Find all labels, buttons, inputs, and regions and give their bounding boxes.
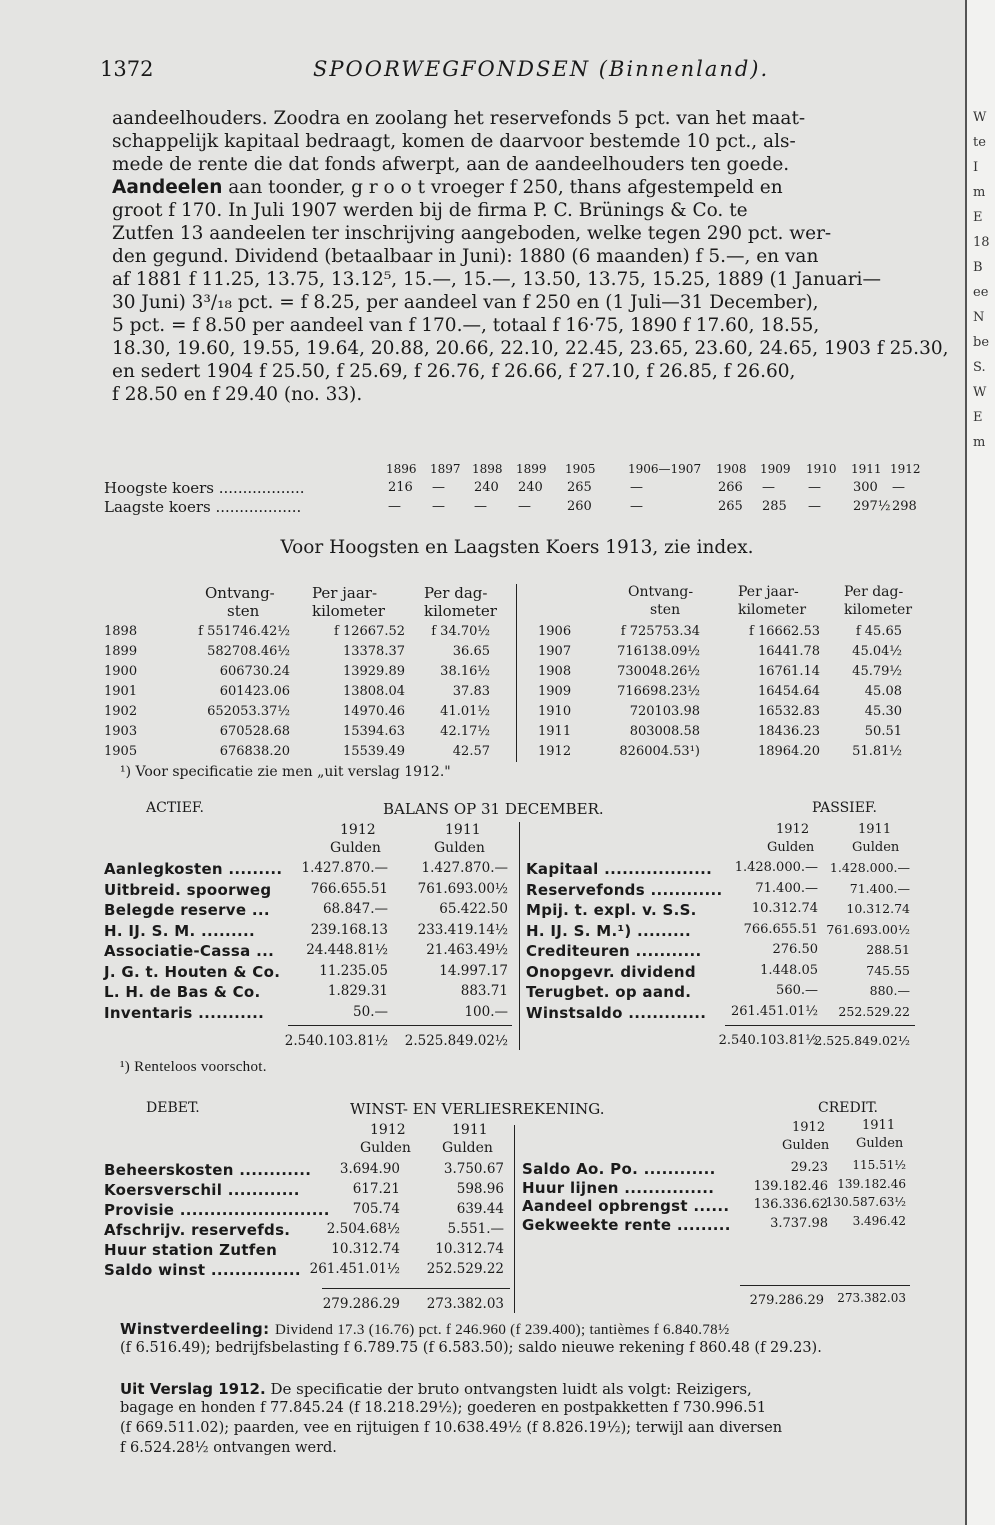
- verslag-line: [120, 1380, 752, 1398]
- ontvangsten-right-cell: f 45.65: [855, 624, 902, 639]
- passief-item: Crediteuren ...........: [526, 942, 702, 960]
- passief-1911: 1.428.000.—: [829, 860, 910, 875]
- ontvangsten-right-cell: 45.79½: [852, 664, 902, 679]
- edge-letter: E: [973, 410, 983, 425]
- aandeelen-heading: Aandeelen: [112, 177, 223, 198]
- laagste-value: 260: [567, 499, 592, 514]
- passief-item: Reservefonds ............: [526, 880, 723, 899]
- actief-total-1911: 2.525.849.02½: [404, 1033, 508, 1049]
- edge-letter: be: [973, 335, 990, 350]
- actief-1911: 100.—: [464, 1003, 508, 1020]
- debet-1911: 252.529.22: [426, 1261, 504, 1277]
- passief-1912: 1.448.05: [760, 962, 818, 978]
- edge-letter: I: [973, 160, 979, 175]
- debet-1912: 705.74: [352, 1201, 400, 1217]
- edge-letter: W: [973, 110, 987, 125]
- ontvangsten-right-cell: 1907: [538, 644, 572, 659]
- actief-1911: 65.422.50: [439, 901, 508, 917]
- laagste-value: —: [808, 499, 821, 514]
- ontvangsten-left-cell: 15394.63: [342, 724, 405, 739]
- ontvangsten-right-cell: 45.04½: [852, 644, 902, 659]
- winst-divider: [514, 1125, 515, 1313]
- ontvangsten-header: kilometer: [424, 602, 497, 620]
- ontvangsten-right-cell: f 725753.34: [620, 624, 700, 639]
- edge-letter: m: [973, 435, 986, 450]
- ontvangsten-left-cell: 1899: [104, 644, 138, 659]
- debet-1912: 2.504.68½: [326, 1221, 400, 1237]
- ontvangsten-header: kilometer: [738, 602, 807, 618]
- koers-year: 1908: [716, 462, 747, 476]
- passief-item: Onopgevr. dividend: [526, 962, 696, 981]
- credit-item: Aandeel opbrengst ......: [522, 1197, 730, 1215]
- passief-1911: 10.312.74: [846, 901, 910, 916]
- ontvangsten-header: Per jaar-: [738, 584, 799, 600]
- ontvangsten-header: Per dag-: [424, 584, 488, 602]
- debet-1912: 10.312.74: [331, 1241, 400, 1257]
- verslag-first-line: De specificatie der bruto ontvangsten luidt als volgt: Reizigers,: [270, 1380, 752, 1398]
- ontvangsten-header: kilometer: [312, 602, 385, 620]
- ontvangsten-right-cell: 1912: [538, 744, 572, 759]
- debet-total-1912: 279.286.29: [322, 1296, 400, 1312]
- koers-year: 1905: [565, 462, 596, 476]
- actief-label: ACTIEF.: [146, 800, 204, 816]
- passief-item: Terugbet. op aand.: [526, 983, 692, 1001]
- debet-item: Provisie .........................: [104, 1201, 330, 1219]
- passief-1912: 10.312.74: [751, 901, 818, 916]
- actief-item: L. H. de Bas & Co.: [104, 983, 261, 1001]
- ontvangsten-left-cell: 42.57: [452, 744, 490, 759]
- actief-item: J. G. t. Houten & Co.: [104, 962, 281, 981]
- balans-unit: Gulden: [330, 840, 381, 856]
- winst-title: WINST- EN VERLIESREKENING.: [350, 1100, 605, 1118]
- hoogste-value: —: [630, 480, 643, 495]
- hoogste-label: Hoogste koers ..................: [104, 479, 305, 497]
- edge-letter: S.: [973, 360, 986, 375]
- passief-1911: 880.—: [869, 983, 910, 998]
- ontvangsten-right-cell: 16454.64: [757, 684, 820, 699]
- column-divider: [516, 584, 517, 762]
- edge-letter: m: [973, 185, 986, 200]
- hoogste-value: —: [808, 480, 821, 495]
- winst-unit: Gulden: [360, 1140, 411, 1156]
- edge-letter: N: [973, 310, 985, 325]
- winst-unit: Gulden: [442, 1140, 493, 1156]
- actief-1912: 1.427.870.—: [301, 860, 388, 876]
- actief-1912: 239.168.13: [310, 921, 388, 938]
- passief-1912: 560.—: [776, 983, 818, 998]
- debet-1912: 617.21: [352, 1181, 400, 1197]
- winst-unit: Gulden: [782, 1138, 830, 1153]
- aandeelen-line: 18.30, 19.60, 19.55, 19.64, 20.88, 20.66, 22.10, 22.45, 23.65, 23.60, 24.65, 1903 f 25.30,: [112, 338, 949, 359]
- credit-1911: 115.51½: [852, 1158, 906, 1172]
- passief-1911: 745.55: [866, 962, 910, 978]
- actief-item: Aanlegkosten .........: [104, 860, 283, 878]
- balans-year: 1911: [445, 822, 481, 838]
- debet-1911: 3.750.67: [443, 1161, 504, 1177]
- debet-item: Afschrijv. reservefds.: [104, 1221, 291, 1239]
- ontvangsten-right-cell: 1909: [538, 684, 572, 699]
- ontvangsten-left-cell: 38.16½: [440, 664, 490, 679]
- passief-total-1912: 2.540.103.81½: [718, 1033, 818, 1048]
- ontvangsten-left-cell: 1898: [104, 624, 138, 639]
- ontvangsten-left-cell: 1902: [104, 704, 138, 719]
- ontvangsten-left-cell: 13378.37: [342, 644, 405, 659]
- total-rule: [725, 1025, 915, 1026]
- ontvangsten-right-cell: 803008.58: [629, 724, 700, 739]
- ontvangsten-right-cell: 45.08: [864, 684, 902, 699]
- credit-total-1911: 273.382.03: [837, 1291, 906, 1305]
- ontvangsten-left-cell: f 12667.52: [334, 624, 405, 639]
- ontvangsten-left-cell: 1903: [104, 724, 138, 739]
- passief-1911: 288.51: [866, 942, 910, 957]
- ontvangsten-header: Ontvang-: [628, 584, 694, 600]
- edge-letter: ee: [973, 285, 989, 300]
- actief-item: Uitbreid. spoorweg: [104, 880, 272, 899]
- ontvangsten-left-cell: f 551746.42½: [198, 624, 290, 639]
- edge-letter: W: [973, 385, 987, 400]
- actief-1911: 233.419.14½: [417, 921, 508, 938]
- credit-item: Huur lijnen ...............: [522, 1178, 715, 1197]
- credit-item: Saldo Ao. Po. ............: [522, 1160, 716, 1178]
- actief-1911: 761.693.00½: [417, 880, 508, 897]
- balans-unit: Gulden: [767, 840, 815, 855]
- laagste-value: 298: [892, 499, 917, 514]
- ontvangsten-left-cell: 42.17½: [440, 724, 490, 739]
- koers-year: 1899: [516, 462, 547, 476]
- actief-1912: 766.655.51: [310, 880, 388, 897]
- aandeelen-line: [112, 177, 783, 199]
- intro-line: aandeelhouders. Zoodra en zoolang het reservefonds 5 pct. van het maat-: [112, 108, 806, 129]
- winst-year: 1912: [792, 1120, 826, 1135]
- actief-1911: 21.463.49½: [426, 942, 508, 958]
- ontvangsten-left-cell: 652053.37½: [207, 704, 290, 719]
- passief-item: Winstsaldo .............: [526, 1003, 707, 1022]
- debet-item: Saldo winst ...............: [104, 1261, 301, 1279]
- ontvangsten-right-cell: 720103.98: [629, 704, 700, 719]
- page-number: 1372: [100, 57, 154, 81]
- aandeelen-line: f 28.50 en f 29.40 (no. 33).: [112, 384, 363, 405]
- aandeelen-line: groot f 170. In Juli 1907 werden bij de firma P. C. Brünings & Co. te: [112, 200, 748, 221]
- aandeelen-line: den gegund. Dividend (betaalbaar in Juni): 1880 (6 maanden) f 5.—, en van: [112, 246, 819, 267]
- intro-line: mede de rente die dat fonds afwerpt, aan de aandeelhouders ten goede.: [112, 154, 790, 175]
- ontvangsten-header: Per dag-: [844, 584, 904, 600]
- passief-1912: 1.428.000.—: [734, 860, 818, 875]
- hoogste-value: 265: [567, 480, 592, 495]
- verslag-line: f 6.524.28½ ontvangen werd.: [120, 1440, 337, 1456]
- debet-1912: 261.451.01½: [309, 1261, 400, 1277]
- total-rule: [288, 1025, 512, 1026]
- total-rule: [322, 1288, 510, 1289]
- passief-item: H. IJ. S. M.¹) .........: [526, 921, 692, 940]
- koers-year: 1910: [806, 462, 837, 476]
- credit-1911: 3.496.42: [852, 1213, 906, 1228]
- balans-year: 1912: [340, 822, 376, 838]
- ontvangsten-header: kilometer: [844, 602, 913, 618]
- actief-1912: 1.829.31: [327, 983, 388, 999]
- credit-item: Gekweekte rente .........: [522, 1215, 731, 1234]
- passief-item: Mpij. t. expl. v. S.S.: [526, 901, 697, 919]
- passief-1912: 261.451.01½: [730, 1003, 818, 1019]
- ontvangsten-left-cell: 13808.04: [342, 684, 405, 699]
- ontvangsten-footnote: ¹) Voor specificatie zie men „uit verslag 1912.": [120, 764, 451, 780]
- ontvangsten-header: Per jaar-: [312, 584, 378, 602]
- koers-year: 1912: [890, 462, 921, 476]
- passief-item: Kapitaal ..................: [526, 860, 713, 878]
- actief-item: Belegde reserve ...: [104, 901, 270, 919]
- winstverdeeling-label: Winstverdeeling:: [120, 1320, 270, 1338]
- actief-item: H. IJ. S. M. .........: [104, 921, 256, 940]
- ontvangsten-left-cell: 41.01½: [440, 704, 490, 719]
- winstverdeeling-line: [120, 1320, 730, 1339]
- actief-total-1912: 2.540.103.81½: [284, 1033, 388, 1049]
- ontvangsten-left-cell: 1900: [104, 664, 138, 679]
- ontvangsten-left-cell: 36.65: [452, 644, 490, 659]
- actief-1911: 14.997.17: [439, 962, 508, 979]
- hoogste-value: 240: [518, 480, 543, 495]
- hoogste-value: —: [892, 480, 905, 495]
- hoogste-value: —: [762, 480, 775, 495]
- credit-1912: 136.336.62: [753, 1197, 828, 1212]
- aandeelen-line: af 1881 f 11.25, 13.75, 13.12⁵, 15.—, 15.—, 13.50, 13.75, 15.25, 1889 (1 Januari—: [112, 269, 881, 290]
- ontvangsten-right-cell: 16441.78: [757, 644, 820, 659]
- credit-1912: 29.23: [790, 1160, 828, 1175]
- laagste-value: —: [432, 499, 445, 514]
- edge-letter: 18: [973, 235, 990, 250]
- hoogste-value: 266: [718, 480, 743, 495]
- passief-1912: 71.400.—: [755, 880, 818, 896]
- ontvangsten-left-cell: 606730.24: [219, 664, 290, 679]
- passief-total-1911: 2.525.849.02½: [814, 1033, 910, 1048]
- ontvangsten-right-cell: 18964.20: [757, 744, 820, 759]
- ontvangsten-right-cell: 16761.14: [757, 664, 820, 679]
- aandeelen-line: 5 pct. = f 8.50 per aandeel van f 170.—, totaal f 16·75, 1890 f 17.60, 18.55,: [112, 315, 820, 336]
- koers-year: 1906—1907: [628, 462, 702, 476]
- passief-1911: 71.400.—: [849, 880, 910, 896]
- debet-1912: 3.694.90: [339, 1161, 400, 1177]
- ontvangsten-right-cell: 1906: [538, 624, 572, 639]
- verslag-line: (f 669.511.02); paarden, vee en rijtuigen f 10.638.49½ (f 8.826.19½); terwijl aan diversen: [120, 1420, 783, 1436]
- koers-year: 1911: [851, 462, 882, 476]
- hoogste-value: —: [432, 480, 445, 495]
- hoogste-value: 216: [388, 480, 413, 495]
- actief-1911: 1.427.870.—: [421, 860, 508, 876]
- debet-1911: 598.96: [456, 1181, 504, 1197]
- laagste-label: Laagste koers ..................: [104, 498, 302, 516]
- credit-1911: 130.587.63½: [825, 1195, 906, 1209]
- aandeelen-first-line: aan toonder, g r o o t vroeger f 250, thans afgestempeld en: [228, 177, 783, 198]
- ontvangsten-header: sten: [227, 602, 260, 620]
- debet-1911: 5.551.—: [447, 1221, 504, 1237]
- credit-1911: 139.182.46: [837, 1176, 906, 1191]
- credit-1912: 139.182.46: [753, 1178, 828, 1194]
- debet-item: Koersverschil ............: [104, 1181, 300, 1199]
- laagste-value: 265: [718, 499, 743, 514]
- balans-unit: Gulden: [852, 840, 900, 855]
- balans-year: 1912: [776, 822, 810, 837]
- winst-year: 1912: [370, 1122, 406, 1138]
- debet-1911: 639.44: [456, 1201, 504, 1217]
- actief-1911: 883.71: [460, 983, 508, 999]
- koers-year: 1898: [472, 462, 503, 476]
- edge-letter: E: [973, 210, 983, 225]
- ontvangsten-right-cell: 18436.23: [757, 724, 820, 739]
- ontvangsten-left-cell: 670528.68: [219, 724, 290, 739]
- actief-1912: 11.235.05: [319, 962, 388, 979]
- hoogste-value: 300: [853, 480, 878, 495]
- debet-item: Beheerskosten ............: [104, 1161, 312, 1179]
- ontvangsten-left-cell: 1901: [104, 684, 138, 699]
- balans-year: 1911: [858, 822, 892, 837]
- laagste-value: —: [630, 499, 643, 514]
- laagste-value: —: [474, 499, 487, 514]
- ontvangsten-left-cell: 601423.06: [219, 684, 290, 699]
- balans-title: BALANS OP 31 DECEMBER.: [383, 800, 604, 818]
- ontvangsten-left-cell: 14970.46: [342, 704, 405, 719]
- adjacent-page-edge: [965, 0, 995, 1525]
- ontvangsten-right-cell: 45.30: [864, 704, 902, 719]
- ontvangsten-right-cell: f 16662.53: [749, 624, 820, 639]
- aandeelen-line: Zutfen 13 aandeelen ter inschrijving aangeboden, welke tegen 290 pct. wer-: [112, 223, 832, 244]
- winstverdeeling-text: Dividend 17.3 (16.76) pct. f 246.960 (f 239.400); tantièmes f 6.840.78½: [274, 1322, 730, 1338]
- ontvangsten-right-cell: 716138.09½: [617, 644, 700, 659]
- credit-label: CREDIT.: [818, 1100, 878, 1116]
- debet-label: DEBET.: [146, 1100, 200, 1116]
- ontvangsten-right-cell: 1910: [538, 704, 572, 719]
- ontvangsten-right-cell: 51.81½: [852, 744, 902, 759]
- laagste-value: —: [388, 499, 401, 514]
- ontvangsten-right-cell: 16532.83: [757, 704, 820, 719]
- hoogste-value: 240: [474, 480, 499, 495]
- winst-year: 1911: [862, 1118, 896, 1133]
- ontvangsten-left-cell: 582708.46½: [207, 644, 290, 659]
- ontvangsten-right-cell: 1908: [538, 664, 572, 679]
- ontvangsten-right-cell: 716698.23½: [617, 684, 700, 699]
- koers-year: 1909: [760, 462, 791, 476]
- passief-1912: 766.655.51: [743, 921, 818, 937]
- actief-1912: 68.847.—: [322, 901, 388, 917]
- intro-line: schappelijk kapitaal bedraagt, komen de daarvoor bestemde 10 pct., als-: [112, 131, 796, 152]
- edge-letter: B: [973, 260, 983, 275]
- ontvangsten-right-cell: 50.51: [864, 724, 902, 739]
- index-note: Voor Hoogsten en Laagsten Koers 1913, zie index.: [280, 537, 754, 558]
- actief-1912: 50.—: [353, 1003, 388, 1020]
- debet-total-1911: 273.382.03: [426, 1296, 504, 1312]
- actief-1912: 24.448.81½: [306, 942, 388, 958]
- ontvangsten-left-cell: 1905: [104, 744, 138, 759]
- ontvangsten-right-cell: 730048.26½: [617, 664, 700, 679]
- passief-1911: 252.529.22: [838, 1003, 910, 1019]
- actief-item: Inventaris ...........: [104, 1003, 265, 1022]
- debet-item: Huur station Zutfen: [104, 1241, 278, 1259]
- laagste-value: 297½: [853, 499, 891, 514]
- aandeelen-line: 30 Juni) 3³/₁₈ pct. = f 8.25, per aandeel van f 250 en (1 Juli—31 December),: [112, 292, 819, 313]
- aandeelen-line: en sedert 1904 f 25.50, f 25.69, f 26.76, f 26.66, f 27.10, f 26.85, f 26.60,: [112, 361, 796, 382]
- verslag-line: bagage en honden f 77.845.24 (f 18.218.29½); goederen en postpakketten f 730.996.51: [120, 1400, 767, 1416]
- ontvangsten-left-cell: 676838.20: [219, 744, 290, 759]
- debet-1911: 10.312.74: [435, 1241, 504, 1257]
- balans-footnote: ¹) Renteloos voorschot.: [120, 1059, 267, 1075]
- koers-year: 1896: [386, 462, 417, 476]
- passief-label: PASSIEF.: [812, 800, 877, 816]
- passief-1911: 761.693.00½: [826, 921, 910, 937]
- winstverdeeling-line-2: (f 6.516.49); bedrijfsbelasting f 6.789.75 (f 6.583.50); saldo nieuwe rekening f 860.48 (f 29.23).: [120, 1340, 822, 1356]
- ontvangsten-header: Ontvang-: [205, 584, 275, 602]
- ontvangsten-right-cell: 1911: [538, 724, 572, 739]
- laagste-value: —: [518, 499, 531, 514]
- balans-divider: [519, 822, 520, 1050]
- actief-item: Associatie-Cassa ...: [104, 942, 275, 960]
- balans-unit: Gulden: [434, 840, 485, 856]
- winst-year: 1911: [452, 1122, 488, 1138]
- credit-total-1912: 279.286.29: [749, 1293, 824, 1308]
- total-rule: [740, 1285, 910, 1286]
- koers-year: 1897: [430, 462, 461, 476]
- edge-letter: te: [973, 135, 986, 150]
- passief-1912: 276.50: [772, 942, 818, 957]
- ontvangsten-right-cell: 826004.53¹): [619, 744, 700, 759]
- ontvangsten-left-cell: f 34.70½: [431, 624, 490, 639]
- credit-1912: 3.737.98: [770, 1215, 828, 1231]
- laagste-value: 285: [762, 499, 787, 514]
- ontvangsten-left-cell: 37.83: [452, 684, 490, 699]
- page-title: SPOORWEGFONDSEN (Binnenland).: [313, 57, 770, 81]
- ontvangsten-left-cell: 13929.89: [342, 664, 405, 679]
- ontvangsten-left-cell: 15539.49: [342, 744, 405, 759]
- verslag-heading: Uit Verslag 1912.: [120, 1380, 266, 1398]
- ontvangsten-header: sten: [650, 602, 681, 618]
- winst-unit: Gulden: [856, 1136, 904, 1151]
